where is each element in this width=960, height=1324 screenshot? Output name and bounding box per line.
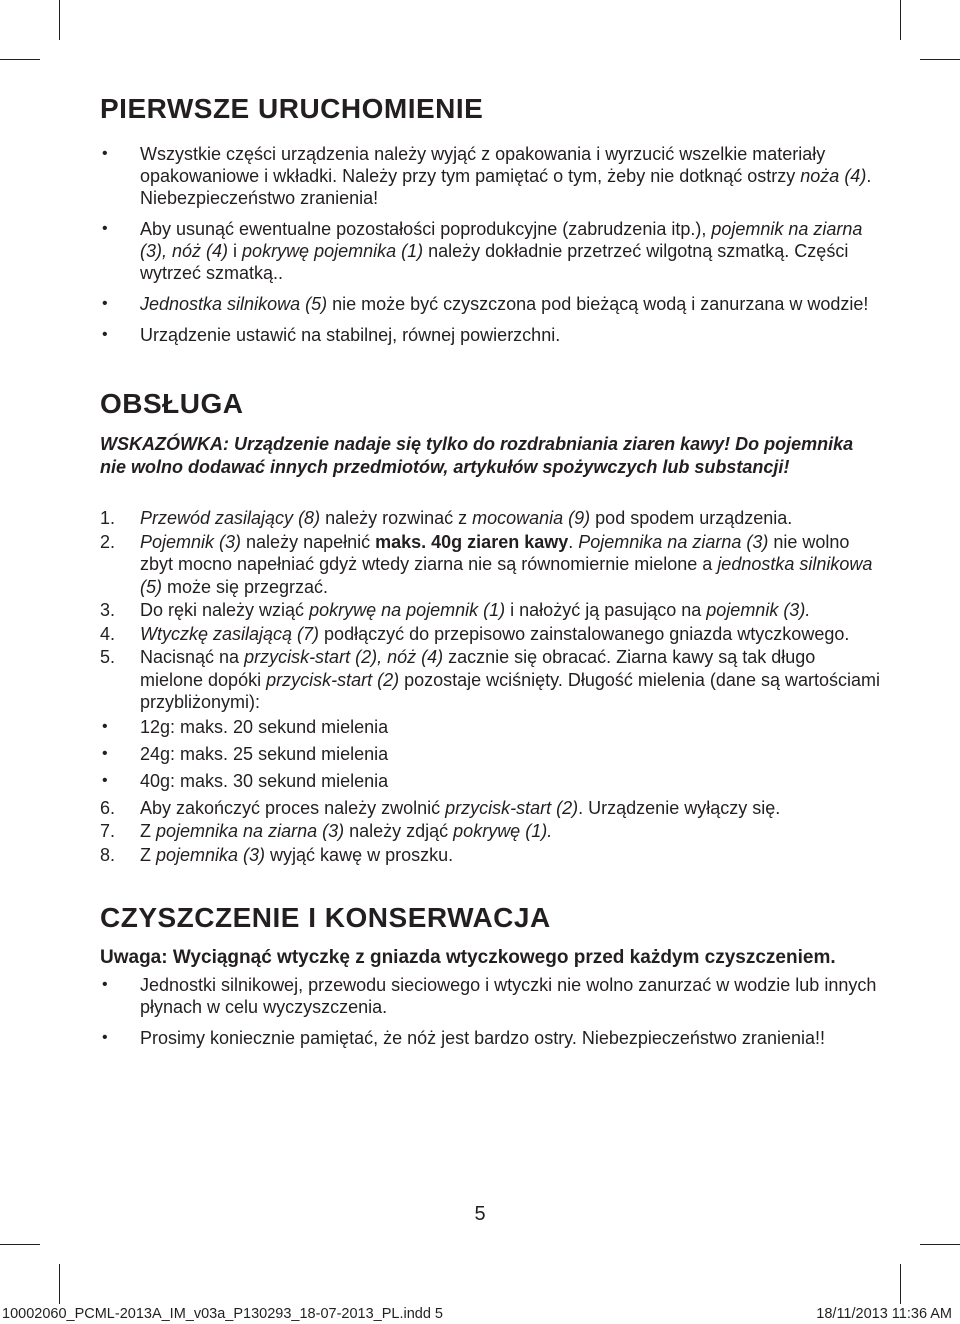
text-run: Wszystkie części urządzenia należy wyjąć z opakowania i wyrzucić wszelkie materiały opakowaniowe i wkładki. Należy przy tym pamiętać o tym, żeby nie dotknąć ostrzy	[140, 144, 826, 186]
text-run: przycisk-start (2)	[445, 797, 579, 818]
text-run: Przewód zasilający (8)	[140, 508, 321, 528]
step-number: 6.	[100, 797, 116, 818]
text-run: może się przegrzać.	[162, 576, 329, 597]
text-run: należy napełnić	[241, 531, 376, 552]
bullet-icon: •	[102, 976, 108, 993]
step-number: 7.	[100, 821, 116, 841]
step-item	[100, 623, 880, 646]
section-title-cleaning: CZYSZCZENIE I KONSERWACJA	[100, 902, 551, 933]
text-run: Nacisnąć na	[140, 647, 245, 667]
step-number: 5.	[100, 647, 116, 667]
step-number: 4.	[100, 623, 116, 644]
operation-steps-list	[100, 507, 880, 866]
crop-mark-bottom-left	[59, 1264, 60, 1304]
text-run: pozostaje wciśnięty. Długość mielenia (dane są wartościami przybliżonymi):	[140, 669, 880, 712]
text-run: maks. 40g ziaren kawy	[375, 531, 569, 552]
text-run: pod spodem urządzenia.	[590, 508, 793, 528]
text-run: Aby usunąć ewentualne pozostałości poprodukcyjne (zabrudzenia itp.),	[140, 219, 712, 239]
step-number: 1.	[100, 508, 116, 528]
text-run: podłączyć do przepisowo zainstalowanego gniazda wtyczkowego.	[319, 623, 850, 644]
step-item	[100, 820, 880, 843]
step-number: 2.	[100, 531, 116, 552]
step-number: 8.	[100, 844, 116, 865]
bullet-icon: •	[102, 326, 108, 343]
cleaning-list	[100, 974, 880, 1049]
text-run: Pojemnika na ziarna (3)	[578, 531, 769, 552]
list-item	[100, 143, 880, 209]
text-run: należy dokładnie przetrzeć wilgotną szmatką. Części wytrzeć szmatką..	[140, 241, 849, 283]
text-run: .	[568, 531, 579, 552]
bullet-icon: •	[102, 220, 108, 237]
text-run: Wtyczkę zasilającą (7)	[140, 623, 320, 644]
crop-mark-top-left	[59, 0, 60, 40]
step-item	[100, 646, 880, 792]
text-run: pojemnika (3)	[156, 844, 266, 865]
text-run: pojemnika na ziarna (3)	[156, 821, 345, 841]
text-run: Jednostka silnikowa (5)	[140, 294, 328, 314]
cleaning-text: Jednostki silnikowej, przewodu sieciowego i wtyczki nie wolno zanurzać w wodzie lub innych płynach w celu wyczyszczenia.	[140, 975, 877, 1017]
bullet-icon: •	[102, 717, 108, 735]
list-item	[100, 716, 880, 738]
text-run: pojemnik (3).	[706, 600, 811, 620]
footer-date: 18/11/2013 11:36 AM	[816, 1306, 952, 1322]
text-run: nie może być czyszczona pod bieżącą wodą i zanurzana w wodzie!	[327, 294, 869, 314]
text-run: noża (4)	[800, 166, 867, 186]
grind-time-text: 40g: maks. 30 sekund mielenia	[140, 770, 389, 791]
cleaning-text: Prosimy koniecznie pamiętać, że nóż jest bardzo ostry. Niebezpieczeństwo zranienia!!	[140, 1028, 825, 1048]
text-run: nie wolno zbyt mocno napełniać gdyż wtedy ziarna nie są równomiernie mielone a	[140, 531, 850, 574]
step-item	[100, 599, 880, 622]
text-run: Z	[140, 821, 156, 841]
cleaning-caution: Uwaga: Wyciągnąć wtyczkę z gniazda wtyczkowego przed każdym czyszczeniem.	[100, 947, 836, 968]
page-content	[100, 92, 880, 1058]
text-run: należy zdjąć	[344, 821, 454, 841]
crop-mark-bottom-right	[900, 1264, 901, 1304]
step-item	[100, 531, 880, 599]
list-item	[100, 743, 880, 765]
footer-filename: 10002060_PCML-2013A_IM_v03a_P130293_18-07-2013_PL.indd 5	[2, 1306, 443, 1322]
grind-time-list	[100, 716, 880, 792]
text-run: . Niebezpieczeństwo zranienia!	[140, 166, 872, 208]
crop-mark-right-lower	[920, 1244, 960, 1245]
page-number: 5	[474, 1203, 486, 1225]
grind-time-text: 12g: maks. 20 sekund mielenia	[140, 716, 389, 737]
grind-time-text: 24g: maks. 25 sekund mielenia	[140, 743, 389, 764]
list-item	[100, 324, 880, 346]
text-run: pojemnik na ziarna (3), nóż (4)	[140, 219, 863, 261]
text-run: pokrywę na pojemnik (1)	[309, 600, 506, 620]
text-run: mocowania (9)	[472, 508, 591, 528]
bullet-icon: •	[102, 295, 108, 312]
section-title-operation: OBSŁUGA	[100, 388, 244, 419]
step-item	[100, 797, 880, 820]
text-run: Urządzenie ustawić na stabilnej, równej powierzchni.	[140, 325, 561, 345]
step-item	[100, 844, 880, 867]
step-item	[100, 507, 880, 530]
first-use-list	[100, 143, 880, 346]
text-run: zacznie się obracać. Ziarna kawy są tak długo mielone dopóki	[140, 647, 816, 690]
text-run: i	[228, 241, 243, 261]
text-run: pokrywę (1).	[453, 821, 553, 841]
list-item	[100, 1027, 880, 1049]
crop-mark-right-upper	[920, 59, 960, 60]
text-run: pokrywę pojemnika (1)	[242, 241, 424, 261]
text-run: przycisk-start (2), nóż (4)	[244, 647, 444, 667]
bullet-icon: •	[102, 1029, 108, 1046]
text-run: należy rozwinać z	[320, 508, 473, 528]
text-run: Do ręki należy wziąć	[140, 600, 310, 620]
text-run: jednostka silnikowa (5)	[140, 554, 873, 597]
bullet-icon: •	[102, 771, 108, 789]
warning-note: WSKAZÓWKA: Urządzenie nadaje się tylko do rozdrabniania ziaren kawy! Do pojemnika nie wolno dodawać innych przedmiotów, artykułów spożywczych lub substancji!	[100, 434, 854, 477]
text-run: wyjąć kawę w proszku.	[265, 844, 454, 865]
text-run: . Urządzenie wyłączy się.	[578, 797, 781, 818]
crop-mark-top-right	[900, 0, 901, 40]
text-run: Aby zakończyć proces należy zwolnić	[140, 797, 446, 818]
text-run: przycisk-start (2)	[266, 669, 400, 690]
step-number: 3.	[100, 600, 116, 620]
text-run: Z	[140, 844, 156, 865]
bullet-icon: •	[102, 744, 108, 762]
crop-mark-left-upper	[0, 59, 40, 60]
list-item	[100, 974, 880, 1018]
text-run: i nałożyć ją pasująco na	[505, 600, 707, 620]
section-title-first-use: PIERWSZE URUCHOMIENIE	[100, 93, 484, 124]
list-item	[100, 218, 880, 284]
bullet-icon: •	[102, 145, 108, 162]
list-item	[100, 770, 880, 792]
crop-mark-left-lower	[0, 1244, 40, 1245]
text-run: Pojemnik (3)	[140, 531, 242, 552]
list-item	[100, 293, 880, 315]
